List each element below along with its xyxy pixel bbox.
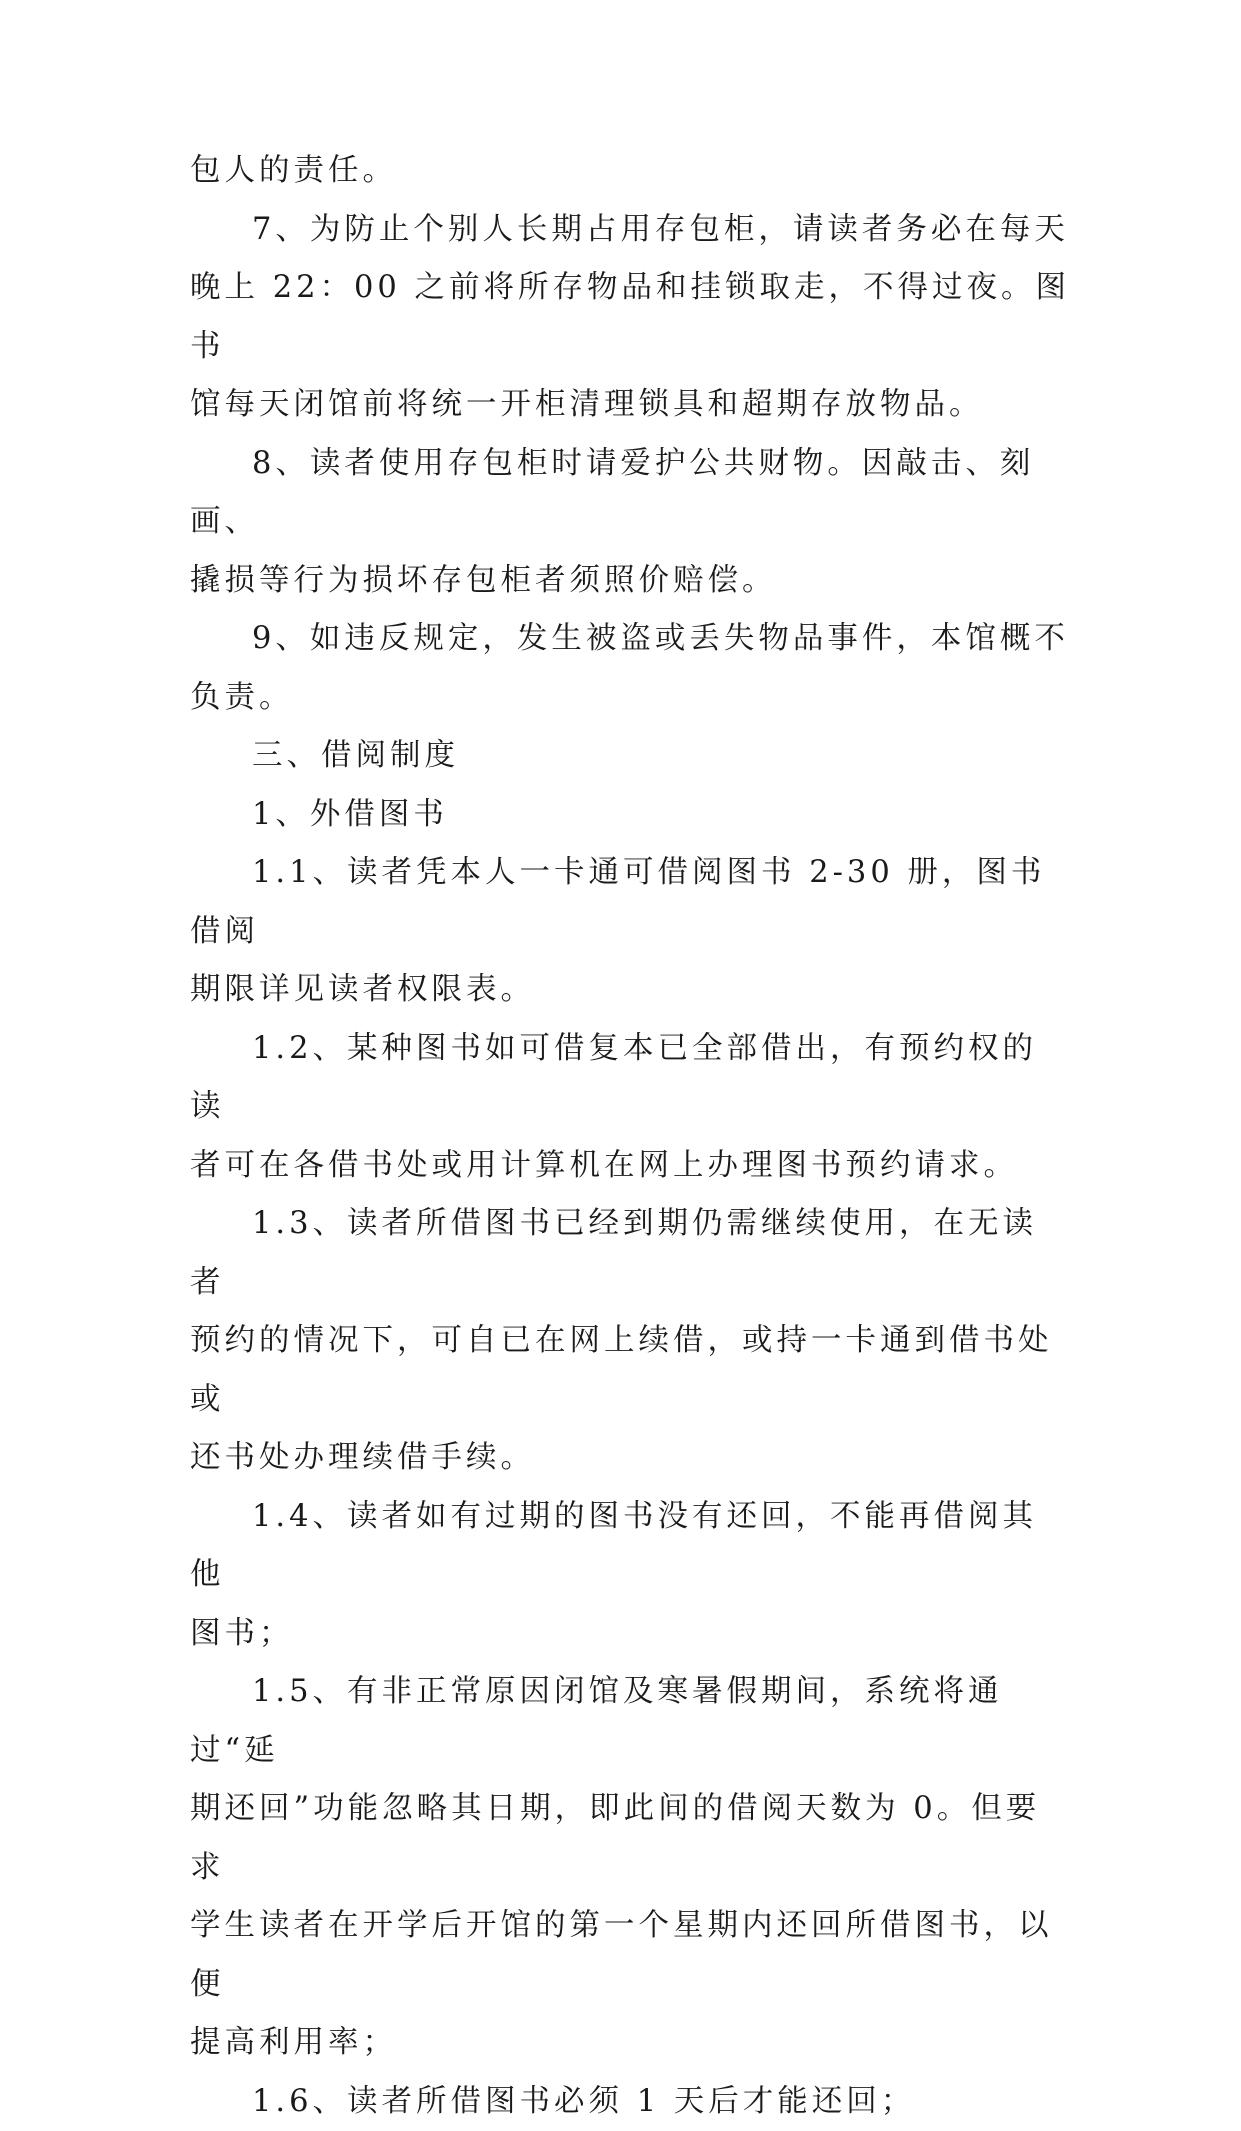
document-page <box>190 142 1070 2131</box>
paragraph: 1.5、有非正常原因闭馆及寒暑假期间，系统将通过“延 期还回”功能忽略其日期，即此间的借阅天数为 0。但要求 学生读者在开学后开馆的第一个星期内还回所借图书，以便 提高利用率； <box>190 1663 1070 2073</box>
paragraph: 1.4、读者如有过期的图书没有还回，不能再借阅其他 图书； <box>190 1488 1070 1664</box>
paragraph: 1.6、读者所借图书必须 1 天后才能还回； <box>190 2073 1070 2131</box>
paragraph: 包人的责任。 <box>190 142 1070 201</box>
paragraph: 9、如违反规定，发生被盗或丢失物品事件，本馆概不 负责。 <box>190 610 1070 727</box>
paragraph: 1.2、某种图书如可借复本已全部借出，有预约权的读 者可在各借书处或用计算机在网上办理图书预约请求。 <box>190 1020 1070 1196</box>
paragraph: 1.1、读者凭本人一卡通可借阅图书 2-30 册，图书借阅 期限详见读者权限表。 <box>190 844 1070 1020</box>
section-heading: 三、借阅制度 <box>190 727 1070 786</box>
paragraph: 8、读者使用存包柜时请爱护公共财物。因敲击、刻画、 撬损等行为损坏存包柜者须照价赔偿。 <box>190 435 1070 611</box>
paragraph: 7、为防止个别人长期占用存包柜，请读者务必在每天 晚上 22：00 之前将所存物品和挂锁取走，不得过夜。图书 馆每天闭馆前将统一开柜清理锁具和超期存放物品。 <box>190 201 1070 435</box>
subsection-heading: 1、外借图书 <box>190 786 1070 845</box>
paragraph: 1.3、读者所借图书已经到期仍需继续使用，在无读者 预约的情况下，可自已在网上续借，或持一卡通到借书处或 还书处办理续借手续。 <box>190 1195 1070 1488</box>
